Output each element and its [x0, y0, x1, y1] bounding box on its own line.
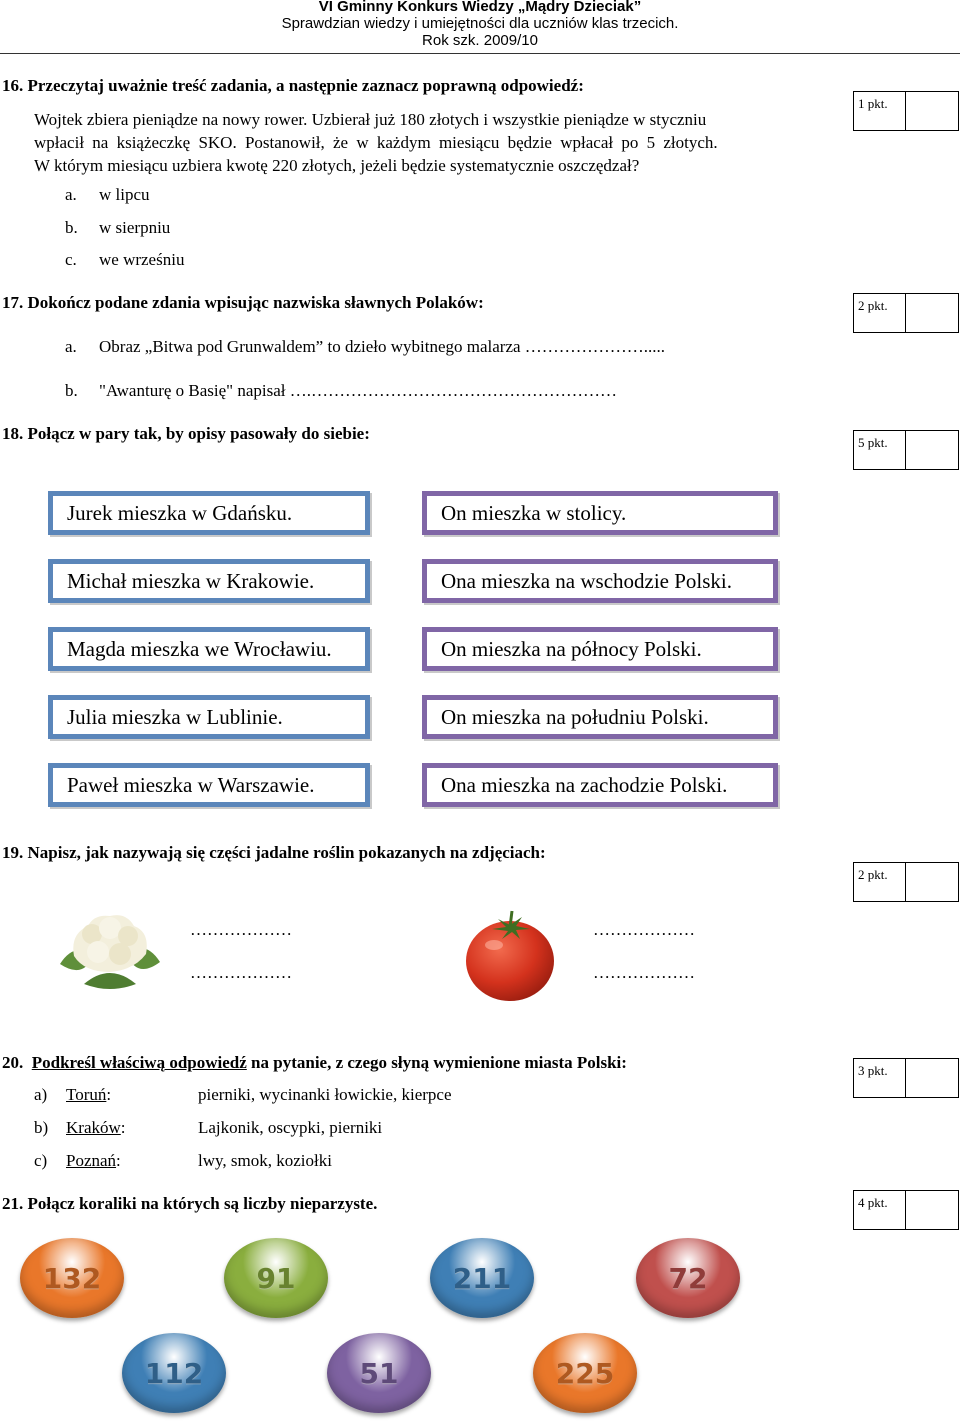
- q20-title: [2, 1053, 627, 1073]
- bead-1[interactable]: [20, 1238, 124, 1318]
- q20-c-letter: c): [34, 1151, 48, 1170]
- q19-answer-line-2[interactable]: ………………: [190, 963, 292, 982]
- q18-points-box: [853, 430, 959, 470]
- q16-option-b-letter: b.: [65, 218, 78, 237]
- right-card-3[interactable]: On mieszka na północy Polski.: [422, 627, 778, 671]
- q21-title: 21. Połącz koraliki na których są liczby nieparzyste.: [2, 1194, 378, 1213]
- q20-a-city-name: Toruń: [66, 1085, 107, 1104]
- q18-score-field[interactable]: [906, 431, 958, 469]
- q19-points-box: [853, 862, 959, 902]
- left-card-1[interactable]: Jurek mieszka w Gdańsku.: [48, 491, 370, 535]
- q19-title: 19. Napisz, jak nazywają się części jadalne roślin pokazanych na zdjęciach:: [2, 843, 546, 862]
- header-divider: [0, 53, 960, 54]
- bead-6-label: 51: [359, 1356, 399, 1390]
- bead-5[interactable]: [122, 1333, 226, 1413]
- q16-option-b[interactable]: w sierpniu: [99, 218, 171, 237]
- q20-number: 20.: [2, 1053, 24, 1072]
- q16-line1: Wojtek zbiera pieniądze na nowy rower. Uzbierał już 180 złotych i wszystkie pieniądze w styczniu: [34, 110, 707, 129]
- q17-a-letter: a.: [65, 337, 77, 356]
- bead-7[interactable]: [533, 1333, 637, 1413]
- q20-b-letter: b): [34, 1118, 49, 1137]
- q16-option-c[interactable]: we wrześniu: [99, 250, 185, 269]
- q20-points-label: 3 pkt.: [854, 1059, 906, 1097]
- q20-c-colon: :: [116, 1151, 121, 1170]
- q20-b-city-name: Kraków: [66, 1118, 121, 1137]
- bead-4[interactable]: [636, 1238, 740, 1318]
- right-card-2[interactable]: Ona mieszka na wschodzie Polski.: [422, 559, 778, 603]
- q20-a-answer[interactable]: pierniki, wycinanki łowickie, kierpce: [198, 1085, 452, 1104]
- bead-7-label: 225: [555, 1356, 615, 1390]
- q18-points-label: 5 pkt.: [854, 431, 906, 469]
- q17-score-field[interactable]: [906, 294, 958, 332]
- q19-score-field[interactable]: [906, 863, 958, 901]
- q20-b-colon: :: [120, 1118, 126, 1137]
- q19-answer-line-1[interactable]: ………………: [190, 920, 292, 939]
- bead-6[interactable]: [327, 1333, 431, 1413]
- q20-a-letter: a): [34, 1085, 48, 1104]
- q16-title: 16. Przeczytaj uważnie treść zadania, a następnie zaznacz poprawną odpowiedź:: [2, 76, 584, 95]
- tomato-image: [458, 905, 562, 1005]
- q20-c-city-name: Poznań: [66, 1151, 117, 1170]
- left-card-2[interactable]: Michał mieszka w Krakowie.: [48, 559, 370, 603]
- bead-3[interactable]: [430, 1238, 534, 1318]
- q17-points-box: [853, 293, 959, 333]
- school-year: Rok szk. 2009/10: [422, 32, 538, 49]
- q17-title: 17. Dokończ podane zdania wpisując nazwiska sławnych Polaków:: [2, 293, 484, 312]
- q18-title: 18. Połącz w pary tak, by opisy pasowały do siebie:: [2, 424, 370, 443]
- right-card-4[interactable]: On mieszka na południu Polski.: [422, 695, 778, 739]
- q16-points-box: [853, 91, 959, 131]
- q21-points-box: [853, 1190, 959, 1230]
- q20-c-city: [66, 1151, 121, 1171]
- q16-score-field[interactable]: [906, 92, 958, 130]
- q16-points-label: 1 pkt.: [854, 92, 906, 130]
- q20-b-city: [66, 1118, 126, 1138]
- q16-line3: W którym miesiącu uzbiera kwotę 220 złotych, jeżeli będzie systematycznie oszczędzał?: [34, 156, 640, 175]
- bead-2[interactable]: [224, 1238, 328, 1318]
- left-card-4[interactable]: Julia mieszka w Lublinie.: [48, 695, 370, 739]
- q19-answer-line-3[interactable]: ………………: [593, 920, 695, 939]
- contest-title: VI Gminny Konkurs Wiedzy „Mądry Dzieciak”: [318, 0, 642, 15]
- q16-text: [34, 108, 794, 177]
- q20-a-city: [66, 1085, 111, 1105]
- bead-3-label: 211: [452, 1261, 512, 1295]
- bead-5-label: 112: [144, 1356, 204, 1390]
- left-card-5[interactable]: Paweł mieszka w Warszawie.: [48, 763, 370, 807]
- q20-points-box: [853, 1058, 959, 1098]
- q20-score-field[interactable]: [906, 1059, 958, 1097]
- q20-title-underlined: Podkreśl właściwą odpowiedź: [31, 1053, 247, 1072]
- q16-line2: wpłacił na książeczkę SKO. Postanowił, że w każdym miesiącu będzie wpłacał po 5 złotych.: [34, 133, 718, 152]
- q16-option-c-letter: c.: [65, 250, 77, 269]
- q16-option-a-letter: a.: [65, 185, 77, 204]
- q19-points-label: 2 pkt.: [854, 863, 906, 901]
- q20-c-answer[interactable]: lwy, smok, koziołki: [198, 1151, 332, 1170]
- q20-b-answer[interactable]: Lajkonik, oscypki, pierniki: [198, 1118, 383, 1137]
- test-subtitle: Sprawdzian wiedzy i umiejętności dla uczniów klas trzecich.: [281, 15, 679, 32]
- q19-answer-line-4[interactable]: ………………: [593, 963, 695, 982]
- left-card-3[interactable]: Magda mieszka we Wrocławiu.: [48, 627, 370, 671]
- q17-b-letter: b.: [65, 381, 78, 400]
- q21-points-label: 4 pkt.: [854, 1191, 906, 1229]
- q17-a-sentence[interactable]: Obraz „Bitwa pod Grunwaldem” to dzieło wybitnego malarza ………………….....: [99, 337, 666, 356]
- bead-1-label: 132: [42, 1261, 102, 1295]
- cauliflower-image: [54, 904, 166, 990]
- right-card-5[interactable]: Ona mieszka na zachodzie Polski.: [422, 763, 778, 807]
- q17-points-label: 2 pkt.: [854, 294, 906, 332]
- right-card-1[interactable]: On mieszka w stolicy.: [422, 491, 778, 535]
- q21-score-field[interactable]: [906, 1191, 958, 1229]
- q20-title-rest: na pytanie, z czego słyną wymienione miasta Polski:: [246, 1053, 627, 1072]
- q20-a-colon: :: [106, 1085, 112, 1104]
- bead-4-label: 72: [668, 1261, 708, 1295]
- bead-2-label: 91: [256, 1261, 296, 1295]
- q17-b-sentence[interactable]: "Awanturę o Basię" napisał ….………………………………………………: [99, 381, 618, 400]
- q16-option-a[interactable]: w lipcu: [99, 185, 150, 204]
